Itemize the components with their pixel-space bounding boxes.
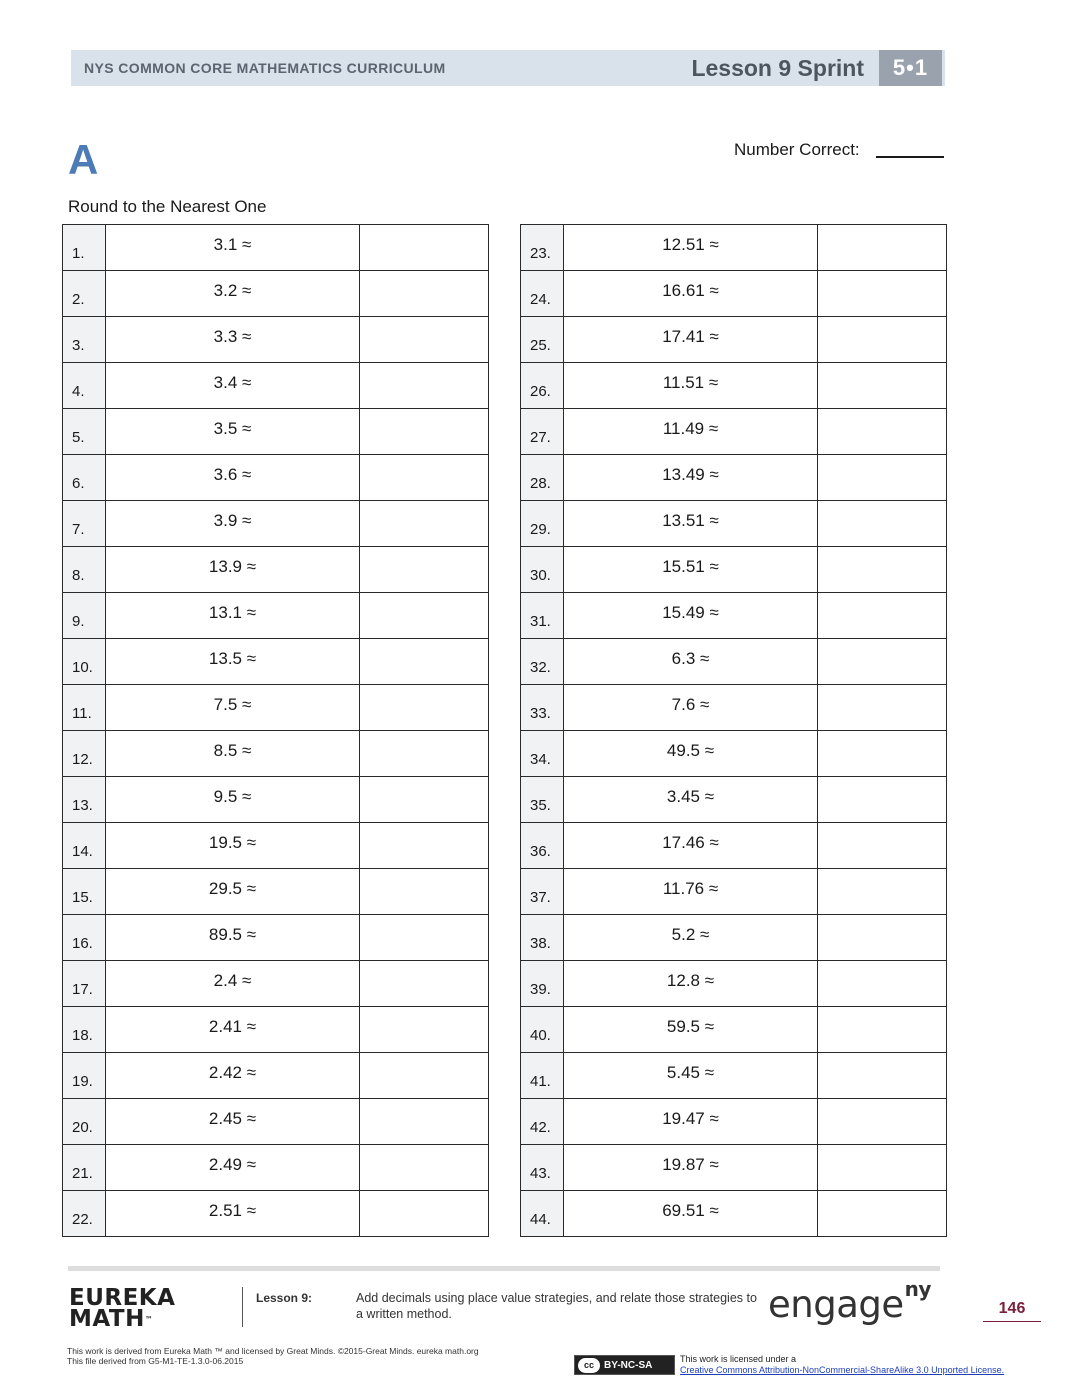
engage-ny-sup: ny xyxy=(904,1276,931,1301)
problem-expression: 7.5 ≈ xyxy=(106,685,360,731)
answer-cell[interactable] xyxy=(818,1191,947,1237)
problem-expression: 3.3 ≈ xyxy=(106,317,360,363)
answer-cell[interactable] xyxy=(360,869,489,915)
answer-cell[interactable] xyxy=(818,1053,947,1099)
answer-cell[interactable] xyxy=(360,455,489,501)
answer-cell[interactable] xyxy=(818,639,947,685)
problem-number: 36. xyxy=(521,823,564,869)
answer-cell[interactable] xyxy=(360,777,489,823)
problem-expression: 2.4 ≈ xyxy=(106,961,360,1007)
answer-cell[interactable] xyxy=(360,915,489,961)
license-link[interactable]: Creative Commons Attribution-NonCommercial-ShareAlike 3.0 Unported License. xyxy=(680,1365,1005,1375)
answer-cell[interactable] xyxy=(818,593,947,639)
answer-cell[interactable] xyxy=(818,547,947,593)
answer-cell[interactable] xyxy=(360,593,489,639)
problem-expression: 17.46 ≈ xyxy=(564,823,818,869)
problem-number: 5. xyxy=(63,409,106,455)
problems-table-right xyxy=(520,224,947,1237)
lesson-title: Lesson 9 Sprint xyxy=(691,55,864,81)
answer-cell[interactable] xyxy=(818,915,947,961)
problem-number: 9. xyxy=(63,593,106,639)
answer-cell[interactable] xyxy=(818,869,947,915)
problem-row xyxy=(521,1053,947,1099)
problem-row xyxy=(521,685,947,731)
problem-expression: 2.42 ≈ xyxy=(106,1053,360,1099)
problem-row xyxy=(521,1191,947,1237)
number-correct-label: Number Correct: xyxy=(734,140,860,159)
problem-expression: 29.5 ≈ xyxy=(106,869,360,915)
answer-cell[interactable] xyxy=(360,271,489,317)
answer-cell[interactable] xyxy=(818,409,947,455)
answer-cell[interactable] xyxy=(360,639,489,685)
answer-cell[interactable] xyxy=(360,685,489,731)
problem-expression: 6.3 ≈ xyxy=(564,639,818,685)
problem-number: 16. xyxy=(63,915,106,961)
problem-expression: 5.45 ≈ xyxy=(564,1053,818,1099)
problem-row xyxy=(521,915,947,961)
problem-number: 6. xyxy=(63,455,106,501)
problem-number: 30. xyxy=(521,547,564,593)
answer-cell[interactable] xyxy=(818,731,947,777)
problem-expression: 3.45 ≈ xyxy=(564,777,818,823)
problem-row xyxy=(521,409,947,455)
problem-row xyxy=(63,639,489,685)
problem-number: 15. xyxy=(63,869,106,915)
problem-expression: 16.61 ≈ xyxy=(564,271,818,317)
problem-expression: 2.49 ≈ xyxy=(106,1145,360,1191)
problem-number: 10. xyxy=(63,639,106,685)
problem-expression: 3.4 ≈ xyxy=(106,363,360,409)
answer-cell[interactable] xyxy=(818,1145,947,1191)
problem-number: 31. xyxy=(521,593,564,639)
logo-line-2: MATH xyxy=(69,1306,145,1332)
answer-cell[interactable] xyxy=(818,823,947,869)
license-text xyxy=(680,1354,1004,1376)
problem-number: 20. xyxy=(63,1099,106,1145)
answer-cell[interactable] xyxy=(818,777,947,823)
problem-expression: 19.87 ≈ xyxy=(564,1145,818,1191)
answer-cell[interactable] xyxy=(360,731,489,777)
problem-expression: 19.5 ≈ xyxy=(106,823,360,869)
problem-row xyxy=(521,225,947,271)
problem-number: 25. xyxy=(521,317,564,363)
problem-number: 37. xyxy=(521,869,564,915)
problem-expression: 2.45 ≈ xyxy=(106,1099,360,1145)
problem-number: 32. xyxy=(521,639,564,685)
problem-expression: 15.51 ≈ xyxy=(564,547,818,593)
answer-cell[interactable] xyxy=(818,271,947,317)
problem-number: 12. xyxy=(63,731,106,777)
grade-badge: 5•1 xyxy=(879,50,942,86)
problem-number: 17. xyxy=(63,961,106,1007)
footer-rule xyxy=(68,1266,940,1271)
problem-number: 24. xyxy=(521,271,564,317)
problem-row xyxy=(63,593,489,639)
cc-icon: cc xyxy=(578,1358,600,1373)
problem-number: 21. xyxy=(63,1145,106,1191)
answer-cell[interactable] xyxy=(360,1145,489,1191)
problem-row xyxy=(63,731,489,777)
problem-number: 3. xyxy=(63,317,106,363)
answer-cell[interactable] xyxy=(818,455,947,501)
problem-row xyxy=(63,777,489,823)
license-line-1: This work is licensed under a xyxy=(680,1354,797,1364)
problem-expression: 12.8 ≈ xyxy=(564,961,818,1007)
problem-expression: 7.6 ≈ xyxy=(564,685,818,731)
answer-cell[interactable] xyxy=(360,409,489,455)
footer-lesson-label: Lesson 9: xyxy=(256,1291,313,1305)
problem-row xyxy=(63,409,489,455)
problem-row xyxy=(63,547,489,593)
problem-row xyxy=(521,777,947,823)
problem-number: 4. xyxy=(63,363,106,409)
cc-label: BY-NC-SA xyxy=(604,1359,653,1371)
answer-cell[interactable] xyxy=(818,501,947,547)
answer-cell[interactable] xyxy=(360,961,489,1007)
problem-expression: 9.5 ≈ xyxy=(106,777,360,823)
problem-row xyxy=(63,869,489,915)
problem-number: 33. xyxy=(521,685,564,731)
answer-cell[interactable] xyxy=(818,961,947,1007)
problem-number: 18. xyxy=(63,1007,106,1053)
problem-expression: 2.41 ≈ xyxy=(106,1007,360,1053)
problem-number: 1. xyxy=(63,225,106,271)
problem-expression: 11.76 ≈ xyxy=(564,869,818,915)
problem-number: 26. xyxy=(521,363,564,409)
problem-number: 13. xyxy=(63,777,106,823)
answer-cell[interactable] xyxy=(360,1007,489,1053)
answer-cell[interactable] xyxy=(360,1099,489,1145)
problem-row xyxy=(521,501,947,547)
problem-number: 41. xyxy=(521,1053,564,1099)
logo-line-1: EUREKA xyxy=(69,1285,176,1311)
curriculum-title: NYS COMMON CORE MATHEMATICS CURRICULUM xyxy=(84,60,446,76)
problem-row xyxy=(521,317,947,363)
answer-cell[interactable] xyxy=(818,317,947,363)
answer-cell[interactable] xyxy=(360,1053,489,1099)
problem-row xyxy=(63,1191,489,1237)
problem-number: 7. xyxy=(63,501,106,547)
problem-row xyxy=(521,1007,947,1053)
problem-number: 11. xyxy=(63,685,106,731)
problem-row xyxy=(521,363,947,409)
problem-row xyxy=(63,915,489,961)
problem-row xyxy=(63,455,489,501)
problem-row xyxy=(521,823,947,869)
problem-number: 27. xyxy=(521,409,564,455)
problem-number: 22. xyxy=(63,1191,106,1237)
problem-number: 39. xyxy=(521,961,564,1007)
problem-number: 14. xyxy=(63,823,106,869)
answer-cell[interactable] xyxy=(818,363,947,409)
problem-expression: 13.51 ≈ xyxy=(564,501,818,547)
problem-row xyxy=(63,225,489,271)
problem-row xyxy=(521,1099,947,1145)
problem-expression: 89.5 ≈ xyxy=(106,915,360,961)
problem-row xyxy=(63,1145,489,1191)
answer-cell[interactable] xyxy=(360,317,489,363)
footer-divider xyxy=(242,1287,243,1327)
answer-cell[interactable] xyxy=(360,1191,489,1237)
problem-expression: 59.5 ≈ xyxy=(564,1007,818,1053)
problem-expression: 13.1 ≈ xyxy=(106,593,360,639)
answer-cell[interactable] xyxy=(818,1007,947,1053)
problem-row xyxy=(521,731,947,777)
problem-number: 23. xyxy=(521,225,564,271)
answer-cell[interactable] xyxy=(818,1099,947,1145)
problem-row xyxy=(521,455,947,501)
problem-row xyxy=(521,593,947,639)
problem-row xyxy=(521,1145,947,1191)
problem-number: 40. xyxy=(521,1007,564,1053)
problem-number: 2. xyxy=(63,271,106,317)
problem-row xyxy=(63,271,489,317)
cc-license-badge xyxy=(574,1355,675,1375)
problem-row xyxy=(521,271,947,317)
number-correct-blank[interactable] xyxy=(876,156,944,158)
problem-row xyxy=(63,363,489,409)
problem-number: 43. xyxy=(521,1145,564,1191)
problem-expression: 11.49 ≈ xyxy=(564,409,818,455)
problem-expression: 69.51 ≈ xyxy=(564,1191,818,1237)
problem-expression: 13.5 ≈ xyxy=(106,639,360,685)
problem-expression: 2.51 ≈ xyxy=(106,1191,360,1237)
problem-expression: 3.5 ≈ xyxy=(106,409,360,455)
problem-row xyxy=(63,685,489,731)
problem-expression: 12.51 ≈ xyxy=(564,225,818,271)
engage-text: engage xyxy=(768,1283,904,1326)
answer-cell[interactable] xyxy=(360,547,489,593)
sprint-letter: A xyxy=(68,136,99,183)
logo-trademark: ™ xyxy=(144,1315,154,1324)
problem-number: 42. xyxy=(521,1099,564,1145)
answer-cell[interactable] xyxy=(360,225,489,271)
problem-expression: 49.5 ≈ xyxy=(564,731,818,777)
problem-row xyxy=(63,317,489,363)
answer-cell[interactable] xyxy=(360,823,489,869)
problem-number: 19. xyxy=(63,1053,106,1099)
problem-number: 8. xyxy=(63,547,106,593)
footer-source xyxy=(67,1346,479,1366)
problem-expression: 3.1 ≈ xyxy=(106,225,360,271)
problem-expression: 19.47 ≈ xyxy=(564,1099,818,1145)
source-line-1: This work is derived from Eureka Math ™ and licensed by Great Minds. ©2015-Great Minds. eureka math.org xyxy=(67,1346,479,1356)
problem-number: 29. xyxy=(521,501,564,547)
source-line-2: This file derived from G5-M1-TE-1.3.0-06.2015 xyxy=(67,1356,244,1366)
page-number: 146 xyxy=(983,1300,1041,1322)
problem-number: 28. xyxy=(521,455,564,501)
answer-cell[interactable] xyxy=(360,501,489,547)
problem-row xyxy=(63,501,489,547)
problem-row xyxy=(521,869,947,915)
problems-table-left xyxy=(62,224,489,1237)
problem-number: 44. xyxy=(521,1191,564,1237)
problem-expression: 11.51 ≈ xyxy=(564,363,818,409)
problem-number: 38. xyxy=(521,915,564,961)
problem-number: 34. xyxy=(521,731,564,777)
problem-row xyxy=(63,1053,489,1099)
eureka-math-logo xyxy=(69,1285,176,1332)
problem-number: 35. xyxy=(521,777,564,823)
answer-cell[interactable] xyxy=(818,225,947,271)
problem-expression: 3.2 ≈ xyxy=(106,271,360,317)
problem-expression: 17.41 ≈ xyxy=(564,317,818,363)
problem-row xyxy=(63,1007,489,1053)
engageny-logo xyxy=(768,1276,931,1326)
footer-lesson-description: Add decimals using place value strategies, and relate those strategies to a written method. xyxy=(356,1291,757,1321)
problem-expression: 13.49 ≈ xyxy=(564,455,818,501)
answer-cell[interactable] xyxy=(818,685,947,731)
answer-cell[interactable] xyxy=(360,363,489,409)
problem-expression: 15.49 ≈ xyxy=(564,593,818,639)
problem-expression: 13.9 ≈ xyxy=(106,547,360,593)
problem-row xyxy=(521,547,947,593)
problem-row xyxy=(521,639,947,685)
problem-row xyxy=(63,1099,489,1145)
problem-expression: 8.5 ≈ xyxy=(106,731,360,777)
problem-row xyxy=(521,961,947,1007)
problem-expression: 3.9 ≈ xyxy=(106,501,360,547)
problem-row xyxy=(63,961,489,1007)
problem-row xyxy=(63,823,489,869)
problem-expression: 5.2 ≈ xyxy=(564,915,818,961)
sprint-subtitle: Round to the Nearest One xyxy=(68,197,267,216)
problem-expression: 3.6 ≈ xyxy=(106,455,360,501)
